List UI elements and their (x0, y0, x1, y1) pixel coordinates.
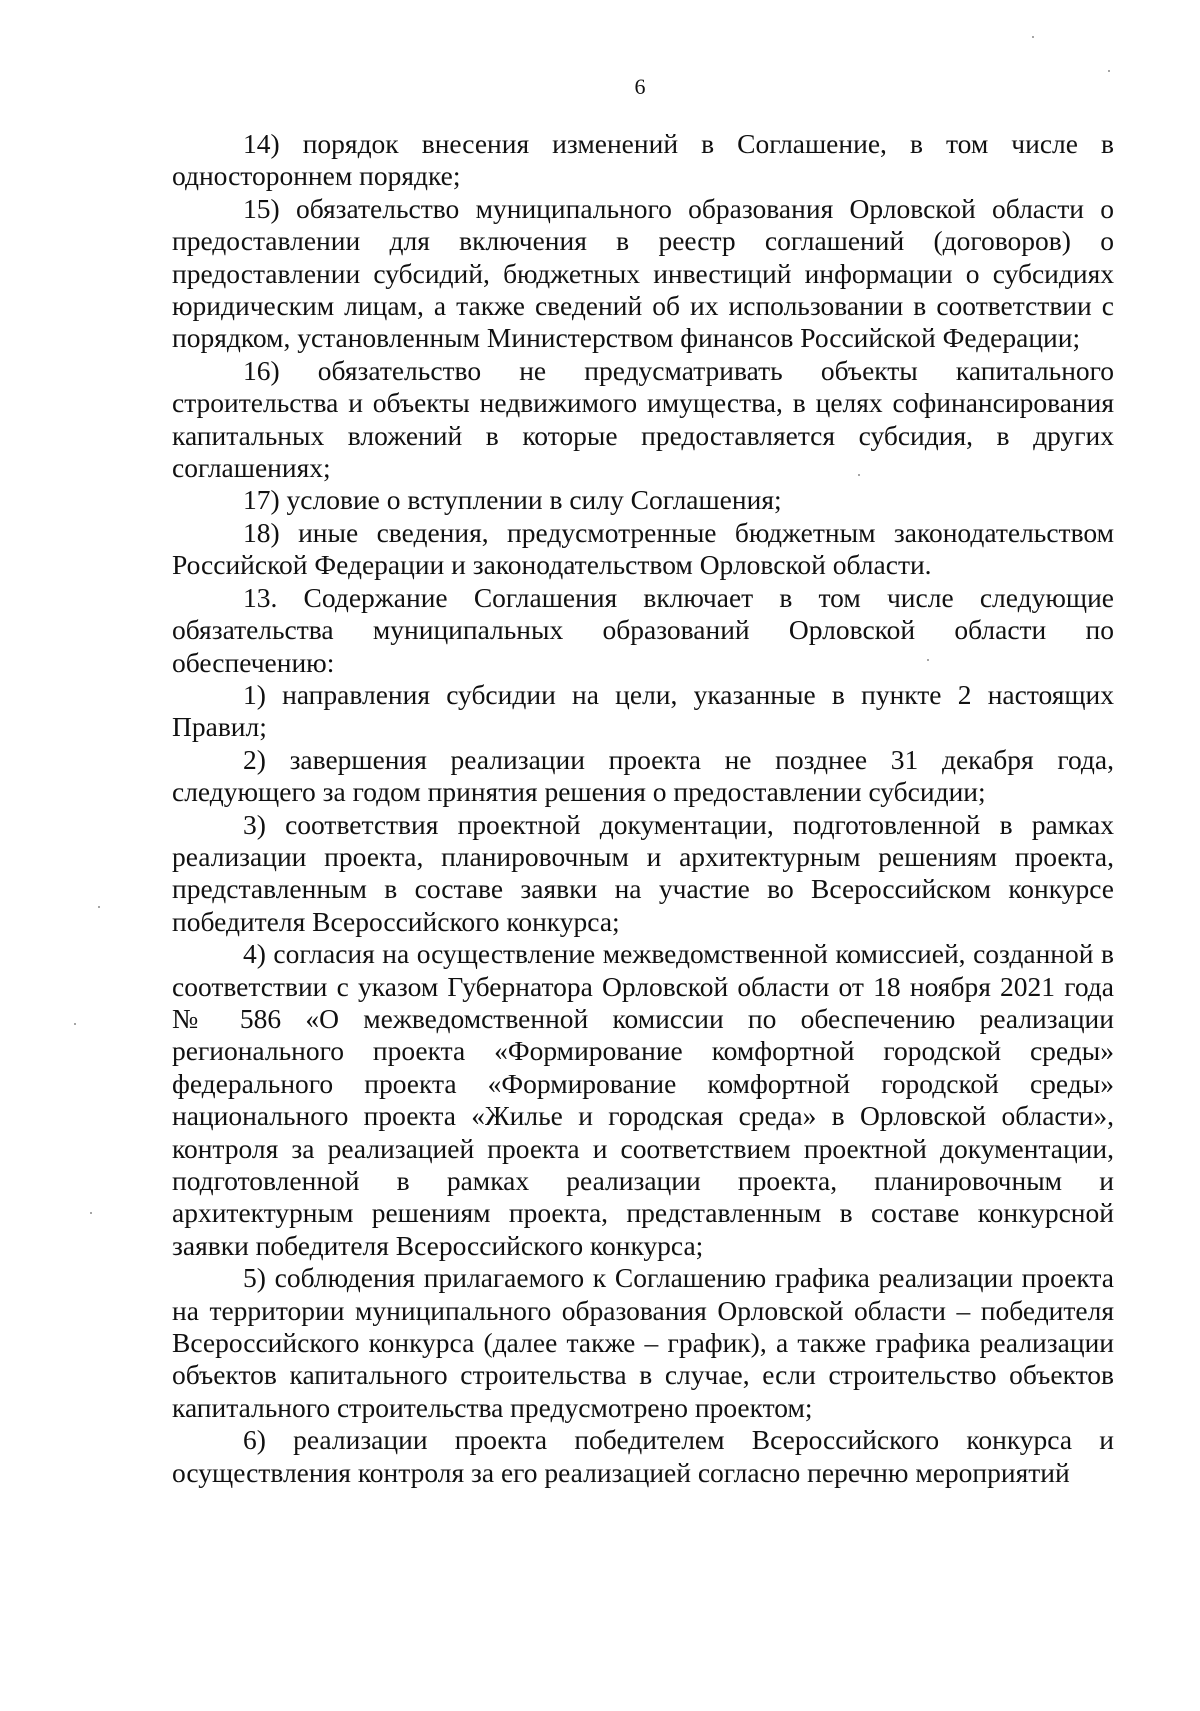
scan-speck (98, 906, 100, 908)
scan-speck (74, 1023, 76, 1025)
paragraph-item-17: 17) условие о вступлении в силу Соглашения; (243, 484, 782, 516)
page-number: 6 (634, 74, 646, 99)
paragraph-obligation-5: 5) соблюдения прилагаемого к Соглашению графика реализации проекта на территории муниципального образования Орловской области – победителя Всероссийского конкурса (далее также – график), а также графика реализации объектов капитального строительства в случае, если строительство объектов капитального строительства предусмотрено проектом; (172, 1262, 1114, 1423)
paragraph-item-14: 14) порядок внесения изменений в Соглашение, в том числе в одностороннем порядке; (172, 128, 1114, 192)
scan-speck (1108, 70, 1110, 72)
paragraph-obligation-6: 6) реализации проекта победителем Всероссийского конкурса и осуществления контроля за его реализацией согласно перечню мероприятий (172, 1424, 1114, 1488)
paragraph-item-16: 16) обязательство не предусматривать объекты капитального строительства и объекты недвижимого имущества, в целях софинансирования капитальных вложений в которые предоставляется субсидия, в других соглашениях; (172, 354, 1114, 484)
paragraph-obligation-3: 3) соответствия проектной документации, подготовленной в рамках реализации проекта, планировочным и архитектурным решениям проекта, представленным в составе заявки на участие во Всероссийском конкурсе победителя Всероссийского конкурса; (172, 808, 1114, 937)
scan-speck (858, 474, 860, 476)
scan-speck (927, 659, 929, 661)
paragraph-item-15: 15) обязательство муниципального образования Орловской области о предоставлении для включения в реестр соглашений (договоров) о предоставлении субсидий, бюджетных инвестиций информации о субсидиях юридическим лицам, а также сведений об их использовании в соответствии с порядком, установленным Министерством финансов Российской Федерации; (172, 192, 1114, 354)
document-body (172, 128, 1114, 1489)
paragraph-item-18: 18) иные сведения, предусмотренные бюджетным законодательством Российской Федерации и законодательством Орловской области. (172, 516, 1114, 581)
paragraph-obligation-2: 2) завершения реализации проекта не позднее 31 декабря года, следующего за годом принятия решения о предоставлении субсидии; (172, 743, 1114, 808)
scan-speck (1032, 36, 1034, 38)
scan-speck (90, 1212, 92, 1214)
paragraph-obligation-4: 4) согласия на осуществление межведомственной комиссией, созданной в соответствии с указом Губернатора Орловской области от 18 ноября 2021 года № 586 «О межведомственной комиссии по обеспечению реализации регионального проекта «Формирование комфортной городской среды» федерального проекта «Формирование комфортной городской среды» национального проекта «Жилье и городская среда» в Орловской области», контроля за реализацией проекта и соответствием проектной документации, подготовленной в рамках реализации проекта, планировочным и архитектурным решениям проекта, представленным в составе конкурсной заявки победителя Всероссийского конкурса; (172, 938, 1114, 1261)
paragraph-obligation-1: 1) направления субсидии на цели, указанные в пункте 2 настоящих Правил; (172, 678, 1114, 743)
paragraph-section-13: 13. Содержание Соглашения включает в том числе следующие обязательства муниципальных образований Орловской области по обеспечению: (172, 581, 1114, 678)
